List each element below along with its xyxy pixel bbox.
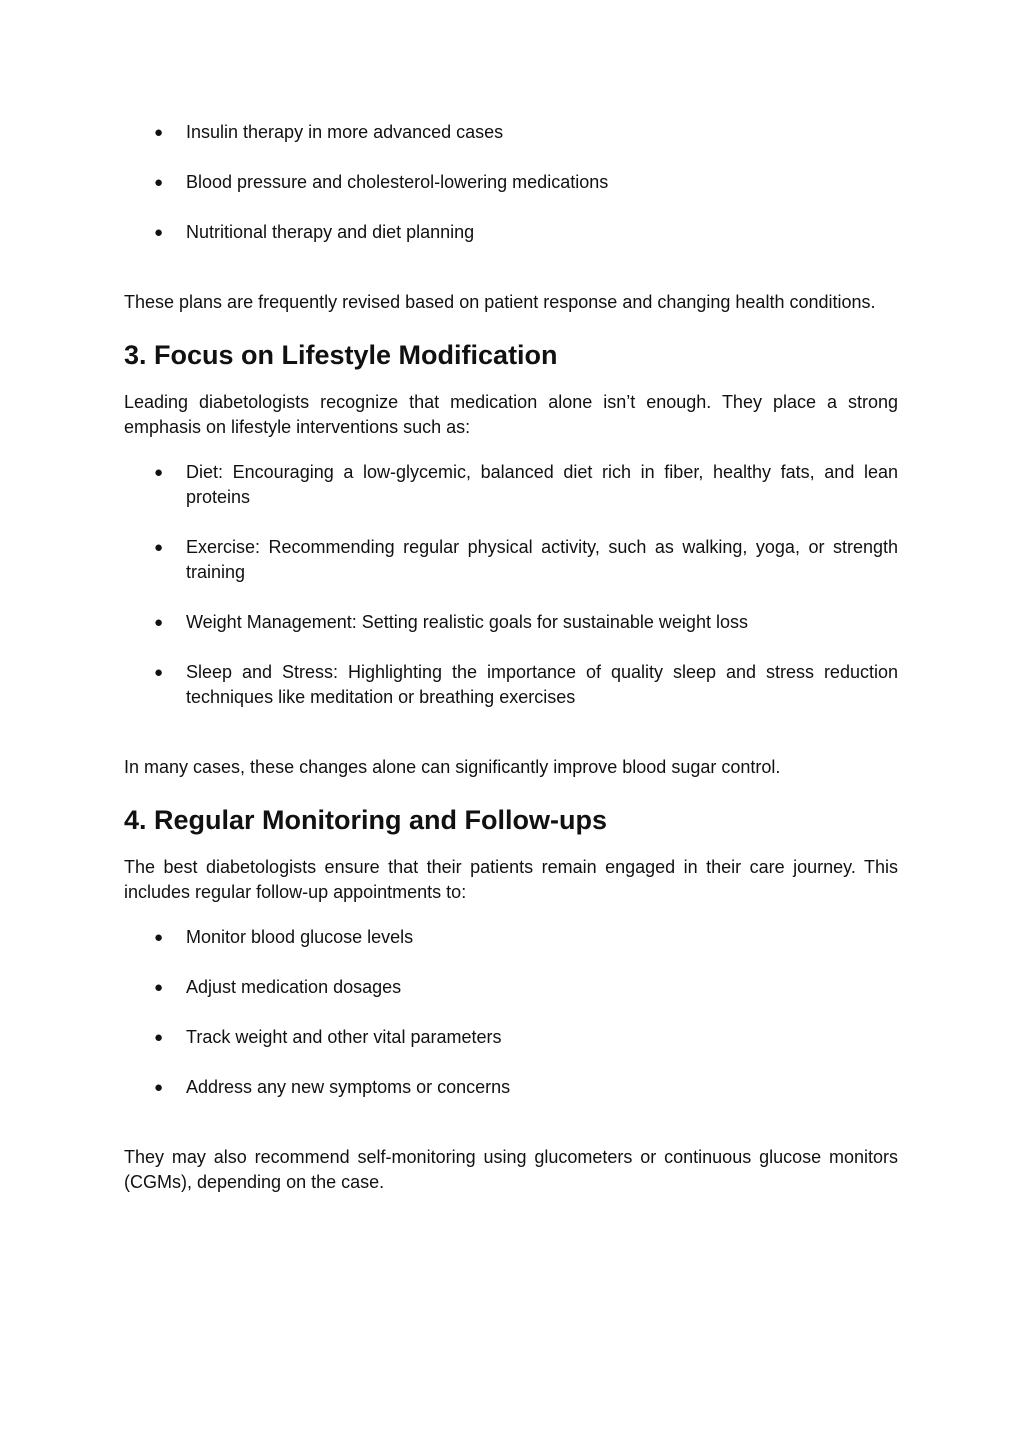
section-4-intro: The best diabetologists ensure that their patients remain engaged in their care journey. This includes regular follow-up appointments to: (124, 857, 898, 902)
section-3-heading: 3. Focus on Lifestyle Modification (124, 340, 558, 370)
section-3-intro: Leading diabetologists recognize that medication alone isn’t enough. They place a strong emphasis on lifestyle interventions such as: (124, 392, 898, 437)
monitoring-list (124, 925, 898, 1100)
list-item: ● Address any new symptoms or concerns (124, 1075, 898, 1100)
section-4-closing: They may also recommend self-monitoring using glucometers or continuous glucose monitors (CGMs), depending on the case. (124, 1147, 898, 1192)
list-item: ● Monitor blood glucose levels (124, 925, 898, 950)
paragraph-revised: These plans are frequently revised based on patient response and changing health conditions. (124, 292, 876, 312)
list-item: ● Blood pressure and cholesterol-lowering medications (124, 170, 898, 195)
document-page (124, 120, 898, 1195)
list-item: ● Exercise: Recommending regular physical activity, such as walking, yoga, or strength training (124, 535, 898, 585)
treatment-list (124, 120, 898, 245)
list-item: ● Nutritional therapy and diet planning (124, 220, 898, 245)
list-item: ● Adjust medication dosages (124, 975, 898, 1000)
lifestyle-list (124, 460, 898, 710)
section-3-closing: In many cases, these changes alone can significantly improve blood sugar control. (124, 757, 781, 777)
list-item: ● Weight Management: Setting realistic goals for sustainable weight loss (124, 610, 898, 635)
list-item: ● Track weight and other vital parameters (124, 1025, 898, 1050)
list-item: ● Insulin therapy in more advanced cases (124, 120, 898, 145)
section-4-heading: 4. Regular Monitoring and Follow-ups (124, 805, 607, 835)
list-item: ● Diet: Encouraging a low-glycemic, balanced diet rich in fiber, healthy fats, and lean proteins (124, 460, 898, 510)
list-item: ● Sleep and Stress: Highlighting the importance of quality sleep and stress reduction techniques like meditation or breathing exercises (124, 660, 898, 710)
